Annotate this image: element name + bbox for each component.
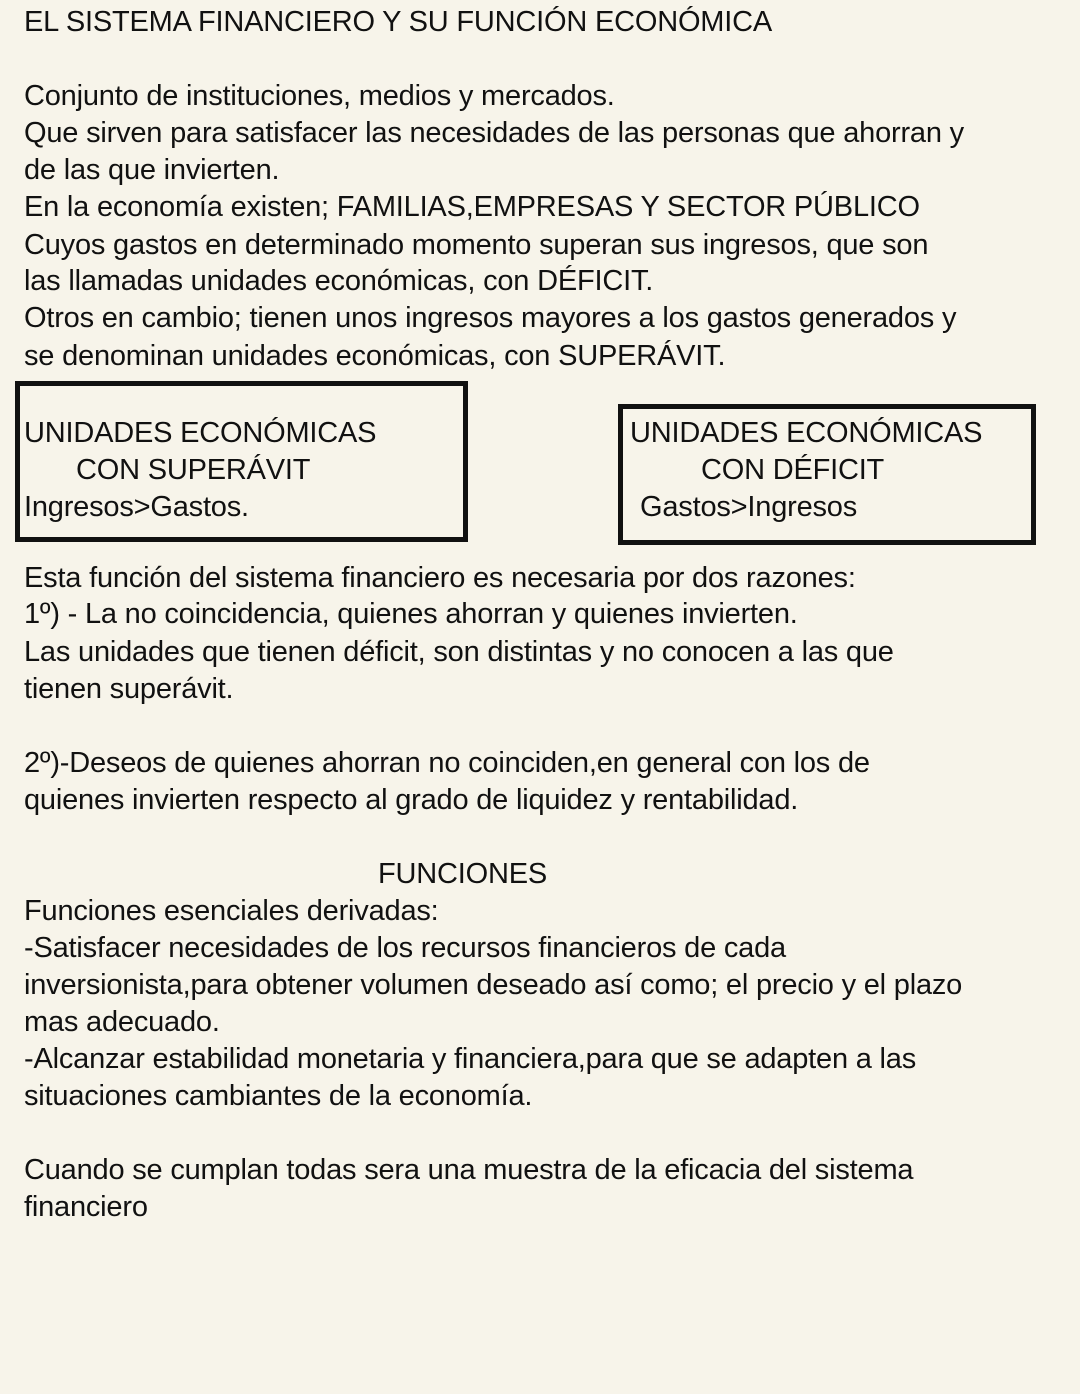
- functions-line: inversionista,para obtener volumen deseado así como; el precio y el plazo: [24, 969, 963, 1001]
- intro-line: Cuyos gastos en determinado momento superan sus ingresos, que son: [24, 229, 929, 261]
- deficit-box: [618, 404, 1036, 545]
- functions-line: Funciones esenciales derivadas:: [24, 895, 439, 927]
- intro-line: de las que invierten.: [24, 154, 280, 186]
- intro-line: Que sirven para satisfacer las necesidades de las personas que ahorran y: [24, 117, 964, 149]
- reasons-line: quienes invierten respecto al grado de liquidez y rentabilidad.: [24, 784, 799, 816]
- functions-line: -Satisfacer necesidades de los recursos financieros de cada: [24, 932, 786, 964]
- deficit-box-formula: Gastos>Ingresos: [640, 491, 858, 523]
- superavit-box-subtitle: CON SUPERÁVIT: [76, 454, 311, 486]
- superavit-box: [15, 381, 468, 542]
- reasons-line: Las unidades que tienen déficit, son distintas y no conocen a las que: [24, 636, 894, 668]
- intro-line: En la economía existen; FAMILIAS,EMPRESAS Y SECTOR PÚBLICO: [24, 191, 920, 223]
- reasons-line: Esta función del sistema financiero es necesaria por dos razones:: [24, 562, 856, 594]
- reasons-line: 2º)-Deseos de quienes ahorran no coinciden,en general con los de: [24, 747, 870, 779]
- functions-line: -Alcanzar estabilidad monetaria y financiera,para que se adapten a las: [24, 1043, 916, 1075]
- document-title: EL SISTEMA FINANCIERO Y SU FUNCIÓN ECONÓMICA: [24, 6, 773, 38]
- intro-line: se denominan unidades económicas, con SUPERÁVIT.: [24, 340, 726, 372]
- intro-line: las llamadas unidades económicas, con DÉFICIT.: [24, 265, 654, 297]
- reasons-line: 1º) - La no coincidencia, quienes ahorran y quienes invierten.: [24, 598, 798, 630]
- superavit-box-title: UNIDADES ECONÓMICAS: [24, 417, 377, 449]
- intro-line: Conjunto de instituciones, medios y mercados.: [24, 80, 615, 112]
- deficit-box-subtitle: CON DÉFICIT: [701, 454, 885, 486]
- conclusion-line: financiero: [24, 1191, 148, 1223]
- functions-line: mas adecuado.: [24, 1006, 220, 1038]
- functions-line: situaciones cambiantes de la economía.: [24, 1080, 533, 1112]
- intro-line: Otros en cambio; tienen unos ingresos mayores a los gastos generados y: [24, 302, 957, 334]
- superavit-box-formula: Ingresos>Gastos.: [24, 491, 249, 523]
- reasons-line: tienen superávit.: [24, 673, 234, 705]
- conclusion-line: Cuando se cumplan todas sera una muestra de la eficacia del sistema: [24, 1154, 914, 1186]
- functions-heading: FUNCIONES: [378, 858, 547, 890]
- deficit-box-title: UNIDADES ECONÓMICAS: [630, 417, 983, 449]
